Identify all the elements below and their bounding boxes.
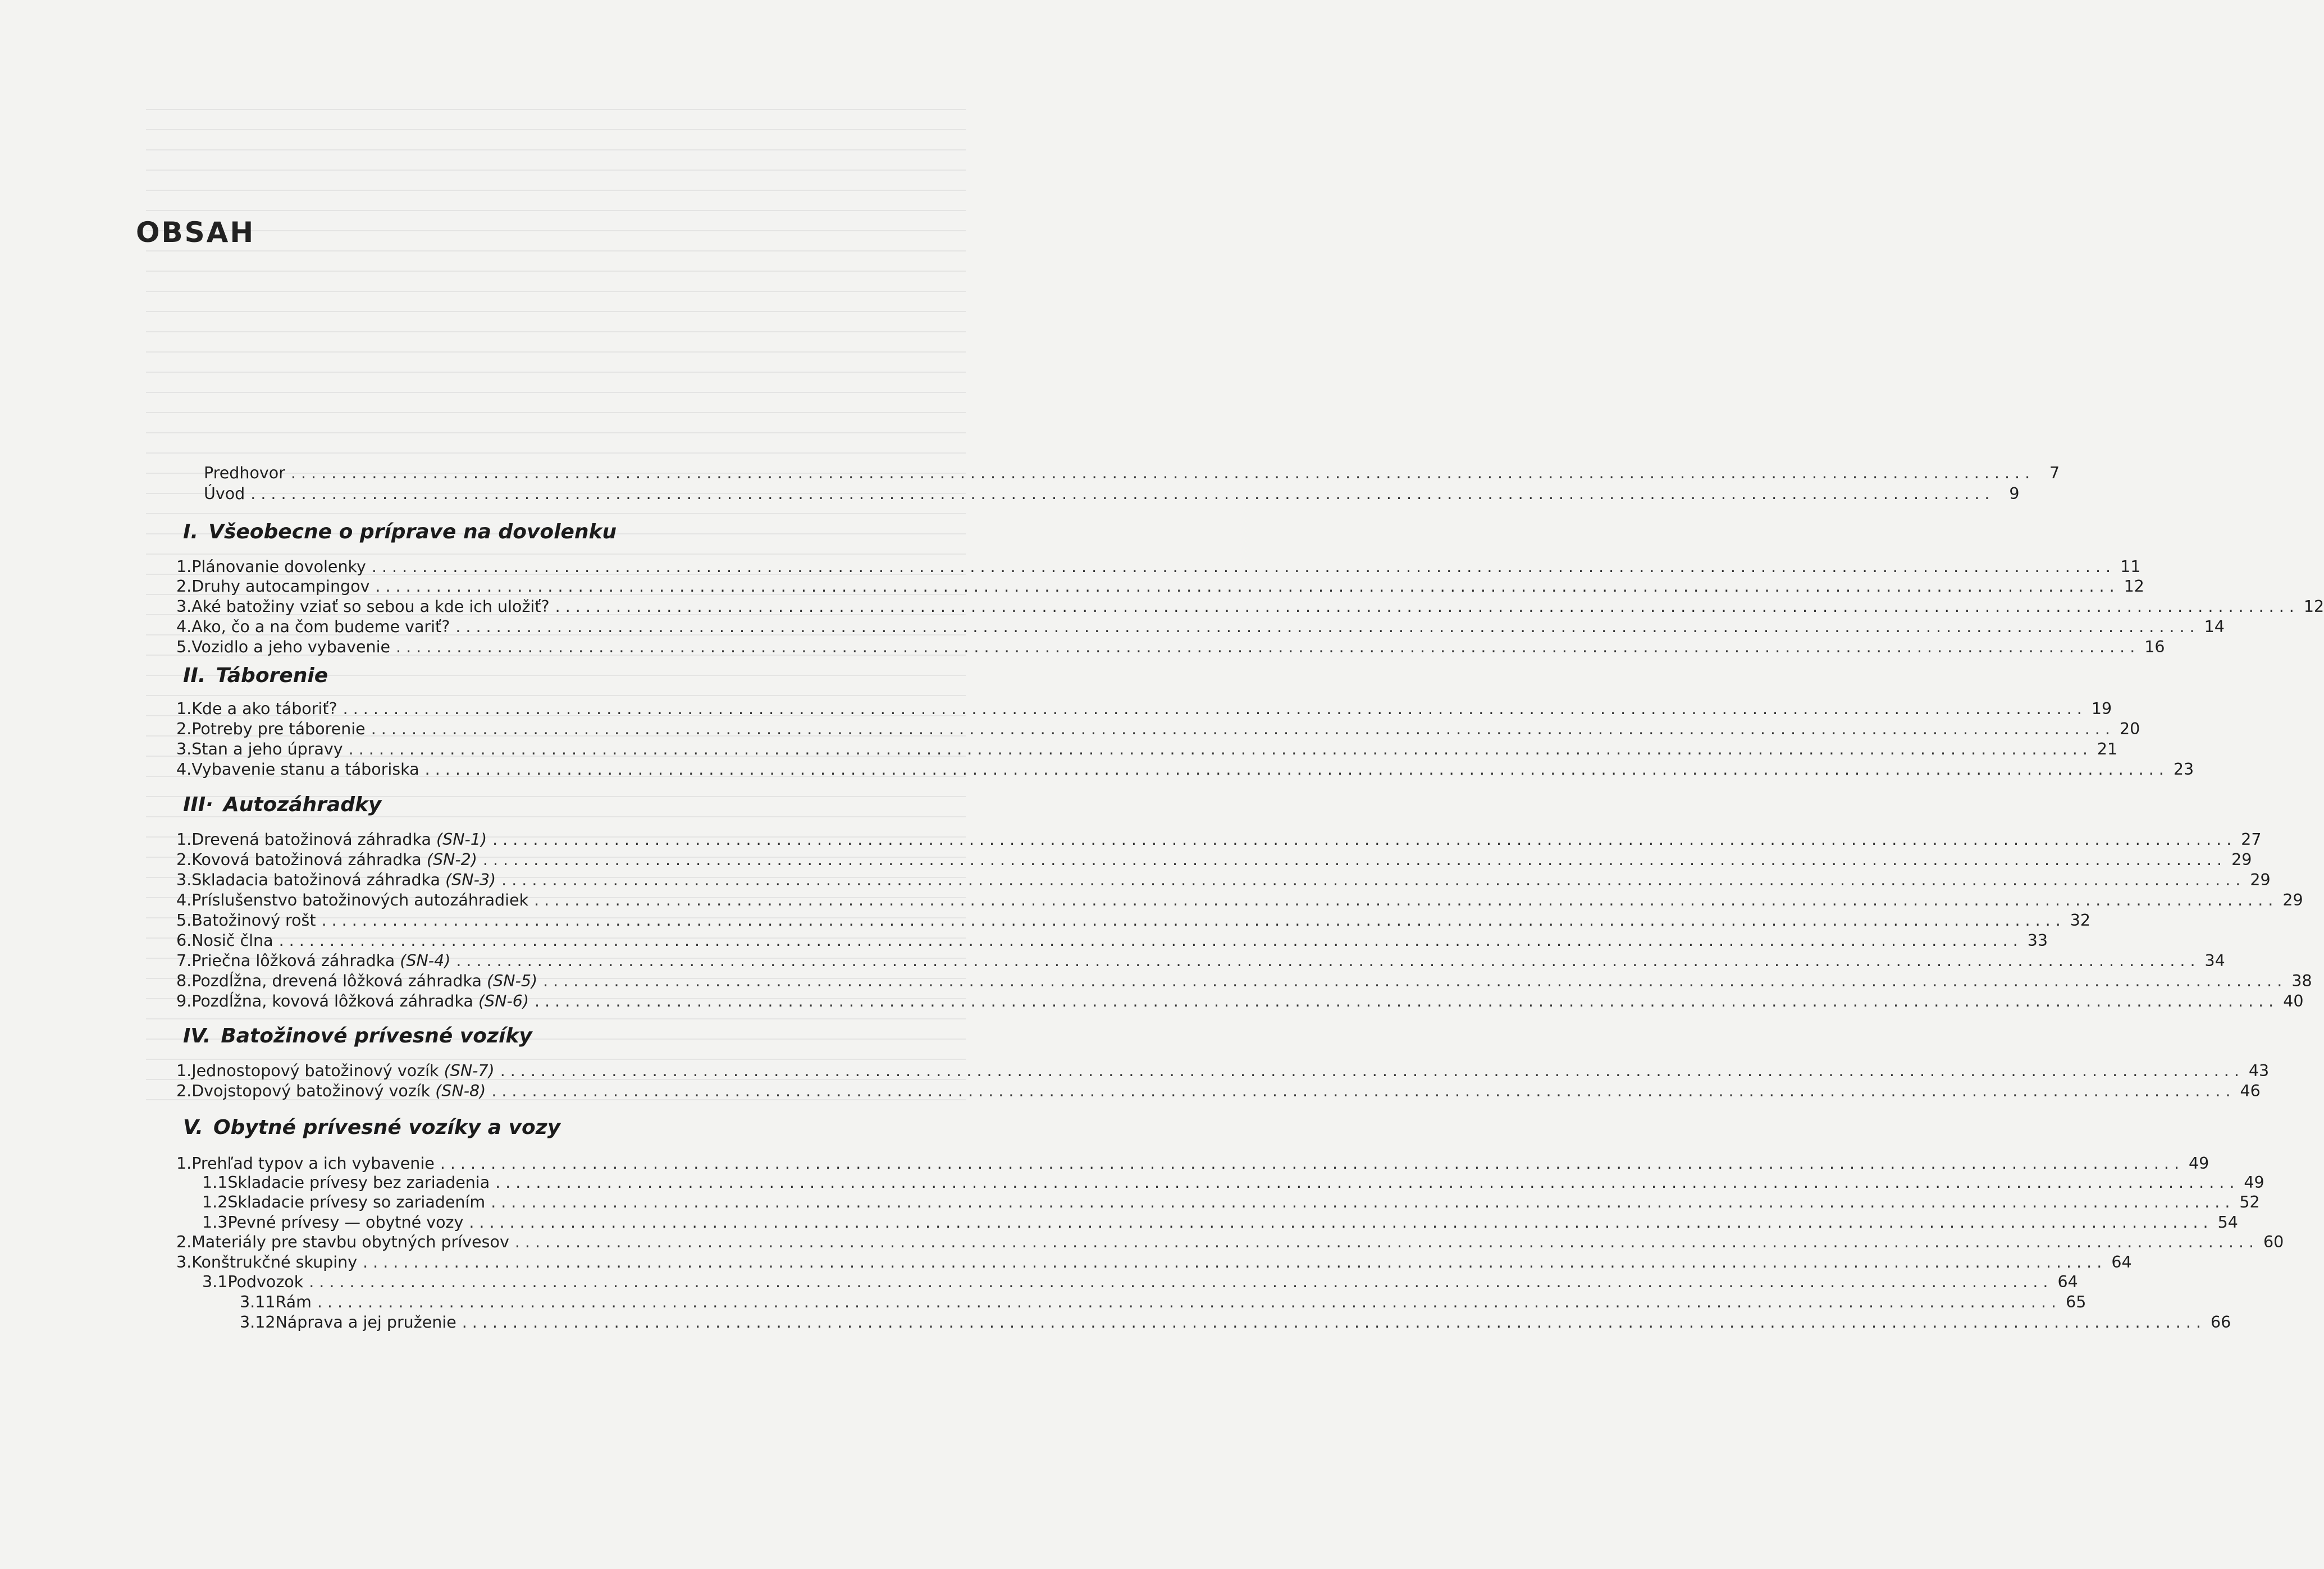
section-heading-2: II. Táborenie [183, 664, 328, 687]
toc-entry[interactable]: 2. Materiály pre stavbu obytných prívesov ............................................................................................................................................................................ 60 [176, 1233, 2284, 1251]
leader-dots: ............................................................................................................................................................................ [500, 1062, 2244, 1080]
leader-dots: ............................................................................................................................................................................ [514, 1233, 2259, 1251]
toc-entry[interactable]: 1. Drevená batožinová záhradka (SN-1) ............................................................................................................................................................................ 27 [176, 830, 2262, 849]
section-heading-5: V. Obytné prívesné vozíky a vozy [183, 1116, 561, 1139]
section-heading-3: III· Autozáhradky [183, 793, 382, 816]
toc-entry[interactable]: 4. Vybavenie stanu a táboriska ............................................................................................................................................................................ 23 [176, 760, 2194, 779]
toc-entry[interactable]: 5. Vozidlo a jeho vybavenie ............................................................................................................................................................................ 16 [176, 638, 2165, 656]
toc-entry[interactable]: 3.11 Rám ............................................................................................................................................................................ 65 [240, 1293, 2086, 1311]
leader-dots: ............................................................................................................................................................................ [469, 1213, 2213, 1232]
leader-dots: ............................................................................................................................................................................ [343, 699, 2087, 718]
leader-dots: ............................................................................................................................................................................ [543, 972, 2288, 990]
section-heading-4: IV. Batožinové prívesné vozíky [183, 1024, 532, 1047]
leader-dots: ............................................................................................................................................................................ [250, 484, 1995, 503]
leader-dots: ............................................................................................................................................................................ [491, 1082, 2236, 1100]
leader-dots: ............................................................................................................................................................................ [375, 577, 2120, 596]
leader-dots: ............................................................................................................................................................................ [321, 911, 2066, 930]
toc-entry[interactable]: 6. Nosič člna ............................................................................................................................................................................ 33 [176, 931, 2048, 950]
toc-entry[interactable]: 2. Kovová batožinová záhradka (SN-2) ............................................................................................................................................................................ 29 [176, 850, 2252, 869]
leader-dots: ............................................................................................................................................................................ [491, 1193, 2235, 1211]
toc-entry[interactable]: 1. Prehľad typov a ich vybavenie ............................................................................................................................................................................ 49 [176, 1154, 2209, 1173]
leader-dots: ............................................................................................................................................................................ [278, 931, 2023, 950]
toc-entry[interactable]: 4. Ako, čo a na čom budeme variť? ............................................................................................................................................................................ 14 [176, 617, 2225, 636]
toc-entry[interactable]: 8. Pozdĺžna, drevená lôžková záhradka (SN-5) ............................................................................................................................................................................ 38 [176, 972, 2312, 990]
leader-dots: ............................................................................................................................................................................ [456, 952, 2200, 970]
leader-dots: ............................................................................................................................................................................ [535, 992, 2279, 1010]
toc-entry[interactable]: 5. Batožinový rošt ............................................................................................................................................................................ 32 [176, 911, 2091, 930]
leader-dots: ............................................................................................................................................................................ [317, 1293, 2062, 1311]
section-heading-1: I. Všeobecne o príprave na dovolenku [183, 520, 617, 543]
leader-dots: ............................................................................................................................................................................ [440, 1154, 2185, 1173]
toc-entry[interactable]: 1. Kde a ako táboriť? ............................................................................................................................................................................ 19 [176, 699, 2112, 718]
leader-dots: ............................................................................................................................................................................ [309, 1273, 2053, 1291]
toc-entry[interactable]: 2. Druhy autocampingov ............................................................................................................................................................................ 12 [176, 577, 2144, 596]
leader-dots: ............................................................................................................................................................................ [348, 740, 2093, 758]
leader-dots: ............................................................................................................................................................................ [462, 1313, 2206, 1332]
toc-entry[interactable]: 4. Príslušenstvo batožinových autozáhradiek ............................................................................................................................................................................ 29 [176, 891, 2303, 909]
leader-dots: ............................................................................................................................................................................ [492, 830, 2237, 849]
toc-entry[interactable]: 1.2 Skladacie prívesy so zariadením ............................................................................................................................................................................ 52 [202, 1193, 2260, 1211]
leader-dots: ............................................................................................................................................................................ [290, 464, 2035, 482]
page-title: OBSAH [136, 216, 255, 249]
leader-dots: ............................................................................................................................................................................ [501, 871, 2246, 889]
leader-dots: ............................................................................................................................................................................ [396, 638, 2140, 656]
toc-entry[interactable]: 3.12 Náprava a jej pruženie ............................................................................................................................................................................ 66 [240, 1313, 2231, 1332]
toc-entry[interactable]: 1.1 Skladacie prívesy bez zariadenia ............................................................................................................................................................................ 49 [202, 1173, 2264, 1192]
toc-entry[interactable]: 3. Skladacia batožinová záhradka (SN-3) ............................................................................................................................................................................ 29 [176, 871, 2271, 889]
toc-entry[interactable]: 7. Priečna lôžková záhradka (SN-4) ............................................................................................................................................................................ 34 [176, 952, 2225, 970]
toc-entry[interactable]: 3. Stan a jeho úpravy ............................................................................................................................................................................ 21 [176, 740, 2118, 758]
toc-entry[interactable]: 1. Plánovanie dovolenky ............................................................................................................................................................................ 11 [176, 557, 2141, 576]
toc-entry[interactable]: 1.3 Pevné prívesy — obytné vozy ............................................................................................................................................................................ 54 [202, 1213, 2238, 1232]
leader-dots: ............................................................................................................................................................................ [534, 891, 2279, 909]
leader-dots: ............................................................................................................................................................................ [371, 557, 2116, 576]
leader-dots: ............................................................................................................................................................................ [555, 597, 2299, 616]
toc-entry[interactable]: 3.1 Podvozok ............................................................................................................................................................................ 64 [202, 1273, 2078, 1291]
leader-dots: ............................................................................................................................................................................ [482, 850, 2227, 869]
leader-dots: ............................................................................................................................................................................ [455, 617, 2200, 636]
toc-entry[interactable]: 3. Konštrukčné skupiny ............................................................................................................................................................................ 64 [176, 1253, 2132, 1271]
leader-dots: ............................................................................................................................................................................ [495, 1173, 2240, 1192]
toc-entry[interactable]: 2. Potreby pre táborenie ............................................................................................................................................................................ 20 [176, 720, 2140, 738]
toc-entry-predhovor[interactable]: Predhovor ............................................................................................................................................................................ 7 [204, 464, 2060, 482]
toc-entry[interactable]: 3. Aké batožiny vziať so sebou a kde ich uložiť? ............................................................................................................................................................................ 12 [176, 597, 2324, 616]
toc-entry[interactable]: 9. Pozdĺžna, kovová lôžková záhradka (SN-6) ............................................................................................................................................................................ 40 [176, 992, 2304, 1010]
toc-entry[interactable]: 2. Dvojstopový batožinový vozík (SN-8) ............................................................................................................................................................................ 46 [176, 1082, 2261, 1100]
toc-entry[interactable]: 1. Jednostopový batožinový vozík (SN-7) ............................................................................................................................................................................ 43 [176, 1062, 2270, 1080]
leader-dots: ............................................................................................................................................................................ [424, 760, 2169, 779]
leader-dots: ............................................................................................................................................................................ [363, 1253, 2107, 1271]
toc-entry-uvod[interactable]: Úvod ............................................................................................................................................................................ 9 [204, 484, 2020, 503]
leader-dots: ............................................................................................................................................................................ [371, 720, 2115, 738]
